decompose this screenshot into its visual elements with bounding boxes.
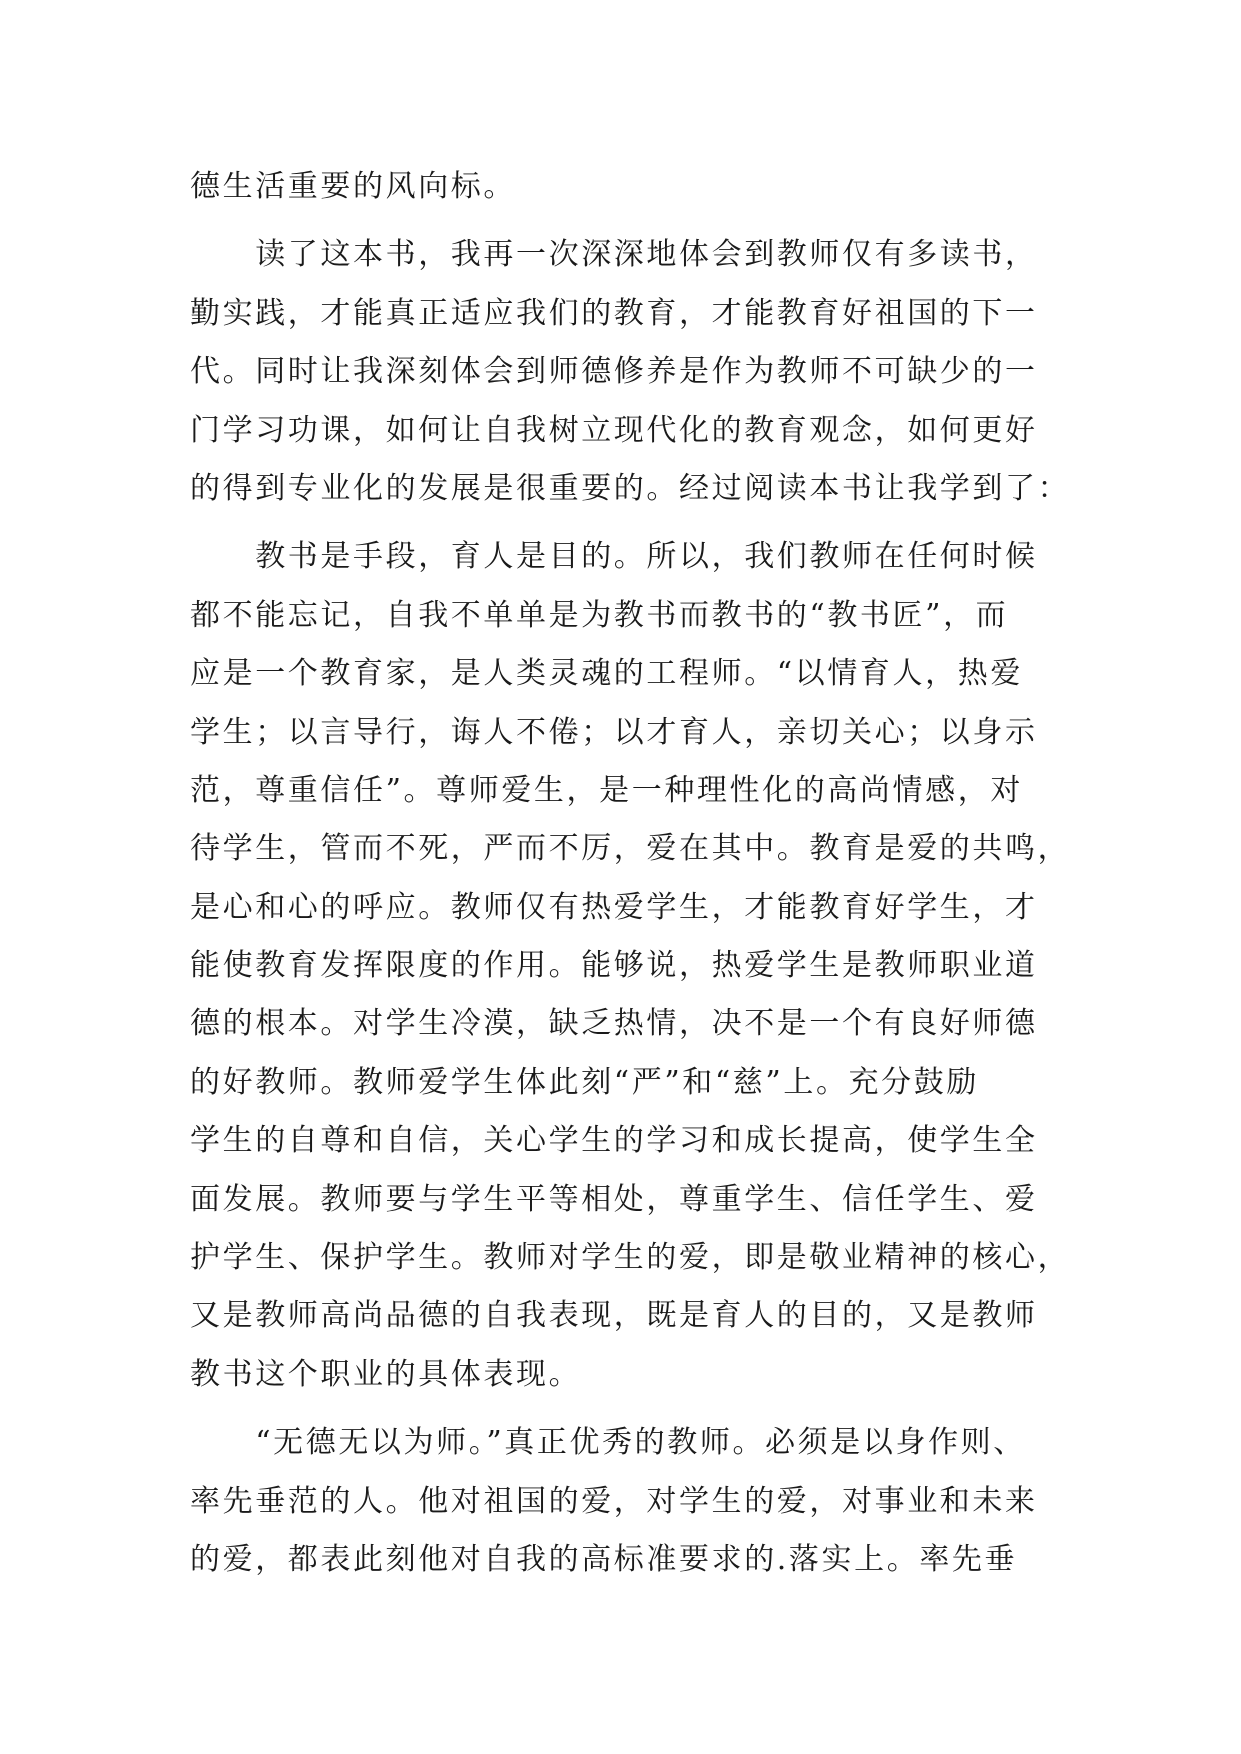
paragraph-1 [190, 158, 1050, 216]
text-line: 教书是手段，育人是目的。所以，我们教师在任何时候 [190, 539, 1038, 575]
text-line: 都不能忘记，自我不单单是为教书而教书的“教书匠”，而 [190, 597, 1009, 633]
text-line: 代。同时让我深刻体会到师德修养是作为教师不可缺少的一 [190, 354, 1038, 390]
text-line: 面发展。教师要与学生平等相处，尊重学生、信任学生、爱 [190, 1181, 1038, 1217]
text-line: 德生活重要的风向标。 [190, 169, 516, 204]
paragraph-4 [190, 1414, 1050, 1589]
text-line: 应是一个教育家，是人类灵魂的工程师。“以情育人，热爱 [190, 656, 1023, 692]
text-line: 是心和心的呼应。教师仅有热爱学生，才能教育好学生，才 [190, 889, 1038, 925]
text-line: 德的根本。对学生冷漠，缺乏热情，决不是一个有良好师德 [190, 1006, 1038, 1042]
text-line: 门学习功课，如何让自我树立现代化的教育观念，如何更好 [190, 412, 1038, 448]
text-line: 的爱，都表此刻他对自我的高标准要求的.落实上。率先垂 [190, 1541, 1018, 1577]
text-line: 的得到专业化的发展是很重要的。经过阅读本书让我学到了： [190, 470, 1071, 506]
text-line: 率先垂范的人。他对祖国的爱，对学生的爱，对事业和未来 [190, 1483, 1038, 1519]
text-line: 读了这本书，我再一次深深地体会到教师仅有多读书， [190, 237, 1038, 273]
paragraph-3 [190, 528, 1071, 1404]
paragraph-2 [190, 226, 1071, 518]
document-body [190, 158, 1071, 1589]
text-line: 能使教育发挥限度的作用。能够说，热爱学生是教师职业道 [190, 948, 1038, 984]
text-line: 教书这个职业的具体表现。 [190, 1356, 582, 1392]
text-line: 学生的自尊和自信，关心学生的学习和成长提高，使学生全 [190, 1123, 1038, 1159]
text-line: 的好教师。教师爱学生体此刻“严”和“慈”上。充分鼓励 [190, 1064, 979, 1100]
text-line: 又是教师高尚品德的自我表现，既是育人的目的，又是教师 [190, 1298, 1038, 1334]
text-line: 待学生，管而不死，严而不厉，爱在其中。教育是爱的共鸣， [190, 831, 1071, 867]
text-line: 勤实践，才能真正适应我们的教育，才能教育好祖国的下一 [190, 295, 1038, 331]
text-line: 学生；以言导行，诲人不倦；以才育人，亲切关心；以身示 [190, 714, 1038, 750]
text-line: “无德无以为师。”真正优秀的教师。必须是以身作则、 [190, 1425, 1026, 1461]
text-line: 护学生、保护学生。教师对学生的爱，即是敬业精神的核心， [190, 1240, 1071, 1276]
text-line: 范，尊重信任”。尊师爱生，是一种理性化的高尚情感，对 [190, 772, 1023, 808]
